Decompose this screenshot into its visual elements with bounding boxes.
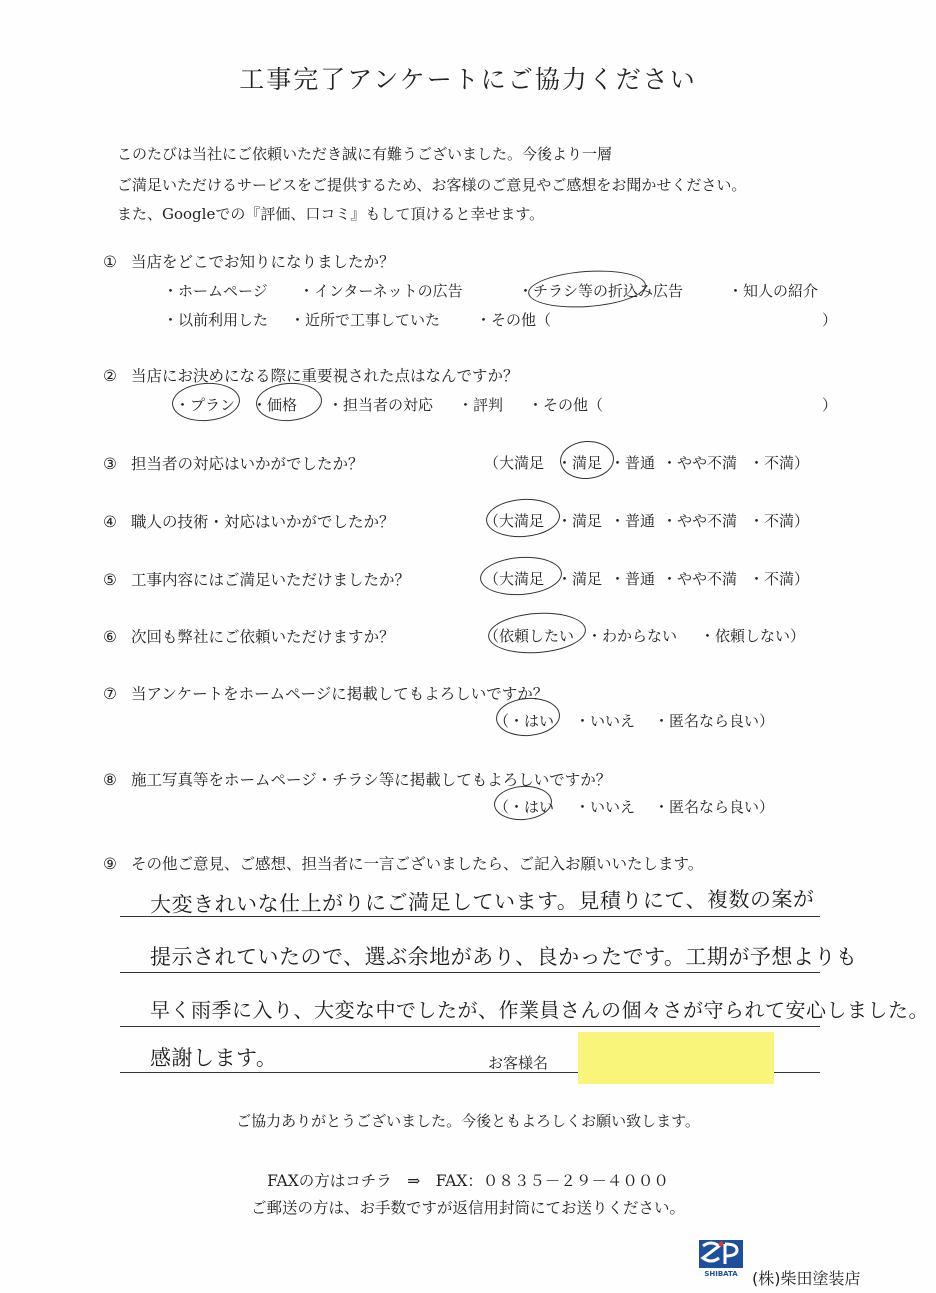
question-1 xyxy=(103,250,395,272)
q1-option-flyer[interactable]: ・チラシ等の折込み広告 xyxy=(518,282,684,300)
question-7 xyxy=(103,682,548,704)
question-text: 工事内容にはご満足いただけましたか？ xyxy=(131,571,411,589)
q1-other-close: ） xyxy=(822,311,838,329)
q2-other-close: ） xyxy=(822,396,838,414)
q4-option-dissatisfied[interactable]: ・不満） xyxy=(749,512,810,530)
question-text: 職人の技術・対応はいかがでしたか？ xyxy=(131,513,395,531)
question-3 xyxy=(103,452,364,474)
selection-circle xyxy=(487,610,588,657)
q6-option-no[interactable]: ・依頼しない） xyxy=(700,627,806,645)
question-text: 担当者の対応はいかがでしたか？ xyxy=(131,455,364,473)
question-text: 当アンケートをホームページに掲載してもよろしいですか？ xyxy=(131,685,549,703)
q7-option-yes[interactable]: （・はい xyxy=(494,712,555,730)
question-number: ⑤ xyxy=(103,571,117,589)
q2-option-other[interactable]: ・その他（ xyxy=(528,396,604,414)
fax-line: FAXの方はコチラ ⇒ FAX：０８３５－２９－４０００ xyxy=(267,1172,669,1190)
q6-option-unsure[interactable]: ・わからない xyxy=(587,627,678,645)
handwritten-comment-line-2: 提示されていたので、選ぶ余地があり、良かったです。工期が予想よりも xyxy=(150,945,858,969)
q4-option-satisfied[interactable]: ・満足 xyxy=(557,512,603,530)
answer-line xyxy=(120,972,820,973)
q1-option-referral[interactable]: ・知人の紹介 xyxy=(728,282,819,300)
selection-circle xyxy=(559,439,616,481)
question-number: ① xyxy=(103,253,117,271)
selection-circle xyxy=(171,381,241,424)
q1-option-internet-ad[interactable]: ・インターネットの広告 xyxy=(299,282,463,300)
question-number: ③ xyxy=(103,455,117,473)
q6-option-yes[interactable]: （依頼したい xyxy=(484,627,575,645)
intro-line-1: このたびは当社にご依頼いただき誠に有難うございました。今後より一層 xyxy=(117,145,613,163)
question-number: ⑧ xyxy=(103,771,117,789)
q5-option-dissatisfied[interactable]: ・不満） xyxy=(749,570,810,588)
question-4 xyxy=(103,510,395,532)
q3-option-very-satisfied[interactable]: （大満足 xyxy=(484,454,545,472)
question-5 xyxy=(103,568,410,590)
question-text: 施工写真等をホームページ・チラシ等に掲載してもよろしいですか？ xyxy=(131,771,612,789)
q8-option-no[interactable]: ・いいえ xyxy=(575,798,636,816)
q4-option-somewhat-dissatisfied[interactable]: ・やや不満 xyxy=(662,512,738,530)
question-number: ④ xyxy=(103,513,117,531)
q2-option-reputation[interactable]: ・評判 xyxy=(458,396,504,414)
svg-text:SHIBATA: SHIBATA xyxy=(704,1270,738,1278)
question-number: ② xyxy=(103,367,117,385)
company-name: (株)柴田塗装店 xyxy=(752,1269,861,1288)
handwritten-comment-line-4: 感謝します。 xyxy=(150,1046,278,1070)
closing-message: ご協力ありがとうございました。今後ともよろしくお願い致します。 xyxy=(236,1112,700,1130)
q4-option-very-satisfied[interactable]: （大満足 xyxy=(484,512,545,530)
mail-line: ご郵送の方は、お手数ですが返信用封筒にてお送りください。 xyxy=(250,1199,685,1217)
q1-option-previous[interactable]: ・以前利用した xyxy=(163,311,269,329)
q5-option-very-satisfied[interactable]: （大満足 xyxy=(484,570,545,588)
q2-option-price[interactable]: ・価格 xyxy=(252,396,298,414)
q1-option-other[interactable]: ・その他（ xyxy=(476,311,552,329)
q3-option-somewhat-dissatisfied[interactable]: ・やや不満 xyxy=(662,454,738,472)
q4-option-normal[interactable]: ・普通 xyxy=(610,512,656,530)
selection-circle xyxy=(255,381,323,424)
page-title: 工事完了アンケートにご協力ください xyxy=(239,65,697,94)
question-text: 当店をどこでお知りになりましたか？ xyxy=(131,253,395,271)
q3-option-satisfied[interactable]: ・満足 xyxy=(557,454,603,472)
selection-circle xyxy=(485,496,561,539)
q5-option-normal[interactable]: ・普通 xyxy=(610,570,656,588)
question-text: その他ご意見、ご感想、担当者に一言ございましたら、ご記入お願いいたします。 xyxy=(131,855,704,873)
intro-line-2: ご満足いただけるサービスをご提供するため、お客様のご意見やご感想をお聞かせください。 xyxy=(117,176,747,194)
q7-option-no[interactable]: ・いいえ xyxy=(575,712,636,730)
question-2 xyxy=(103,364,519,386)
q1-option-homepage[interactable]: ・ホームページ xyxy=(163,282,268,300)
question-9 xyxy=(103,852,703,874)
q7-option-anonymous[interactable]: ・匿名なら良い） xyxy=(654,712,775,730)
selection-circle xyxy=(479,554,563,598)
q5-option-somewhat-dissatisfied[interactable]: ・やや不満 xyxy=(662,570,738,588)
company-logo-icon xyxy=(697,1238,745,1278)
question-text: 当店にお決めになる際に重要視された点はなんですか？ xyxy=(131,367,519,385)
customer-name-redaction xyxy=(578,1032,774,1084)
q5-option-satisfied[interactable]: ・満足 xyxy=(557,570,603,588)
selection-circle xyxy=(527,267,647,311)
q3-option-normal[interactable]: ・普通 xyxy=(610,454,656,472)
q2-option-plan[interactable]: ・プラン xyxy=(175,396,236,414)
question-number: ⑨ xyxy=(103,855,117,873)
q2-option-staff[interactable]: ・担当者の対応 xyxy=(328,396,434,414)
answer-line xyxy=(120,1026,820,1027)
q1-option-nearby[interactable]: ・近所で工事していた xyxy=(290,311,441,329)
q8-option-anonymous[interactable]: ・匿名なら良い） xyxy=(654,798,775,816)
intro-line-3: また、Googleでの『評価、口コミ』もして頂けると幸せます。 xyxy=(117,205,545,223)
q3-option-dissatisfied[interactable]: ・不満） xyxy=(749,454,810,472)
question-number: ⑦ xyxy=(103,685,117,703)
question-text: 次回も弊社にご依頼いただけますか？ xyxy=(131,628,395,646)
handwritten-comment-line-3: 早く雨季に入り、大変な中でしたが、作業員さんの個々さが守られて安心しました。 xyxy=(150,998,929,1022)
handwritten-comment-line-1: 大変きれいな仕上がりにご満足しています。見積りにて、複数の案が xyxy=(149,887,815,917)
q8-option-yes[interactable]: （・はい xyxy=(494,798,555,816)
customer-name-label: お客様名 xyxy=(488,1054,549,1072)
question-number: ⑥ xyxy=(103,628,117,646)
question-6 xyxy=(103,625,395,647)
